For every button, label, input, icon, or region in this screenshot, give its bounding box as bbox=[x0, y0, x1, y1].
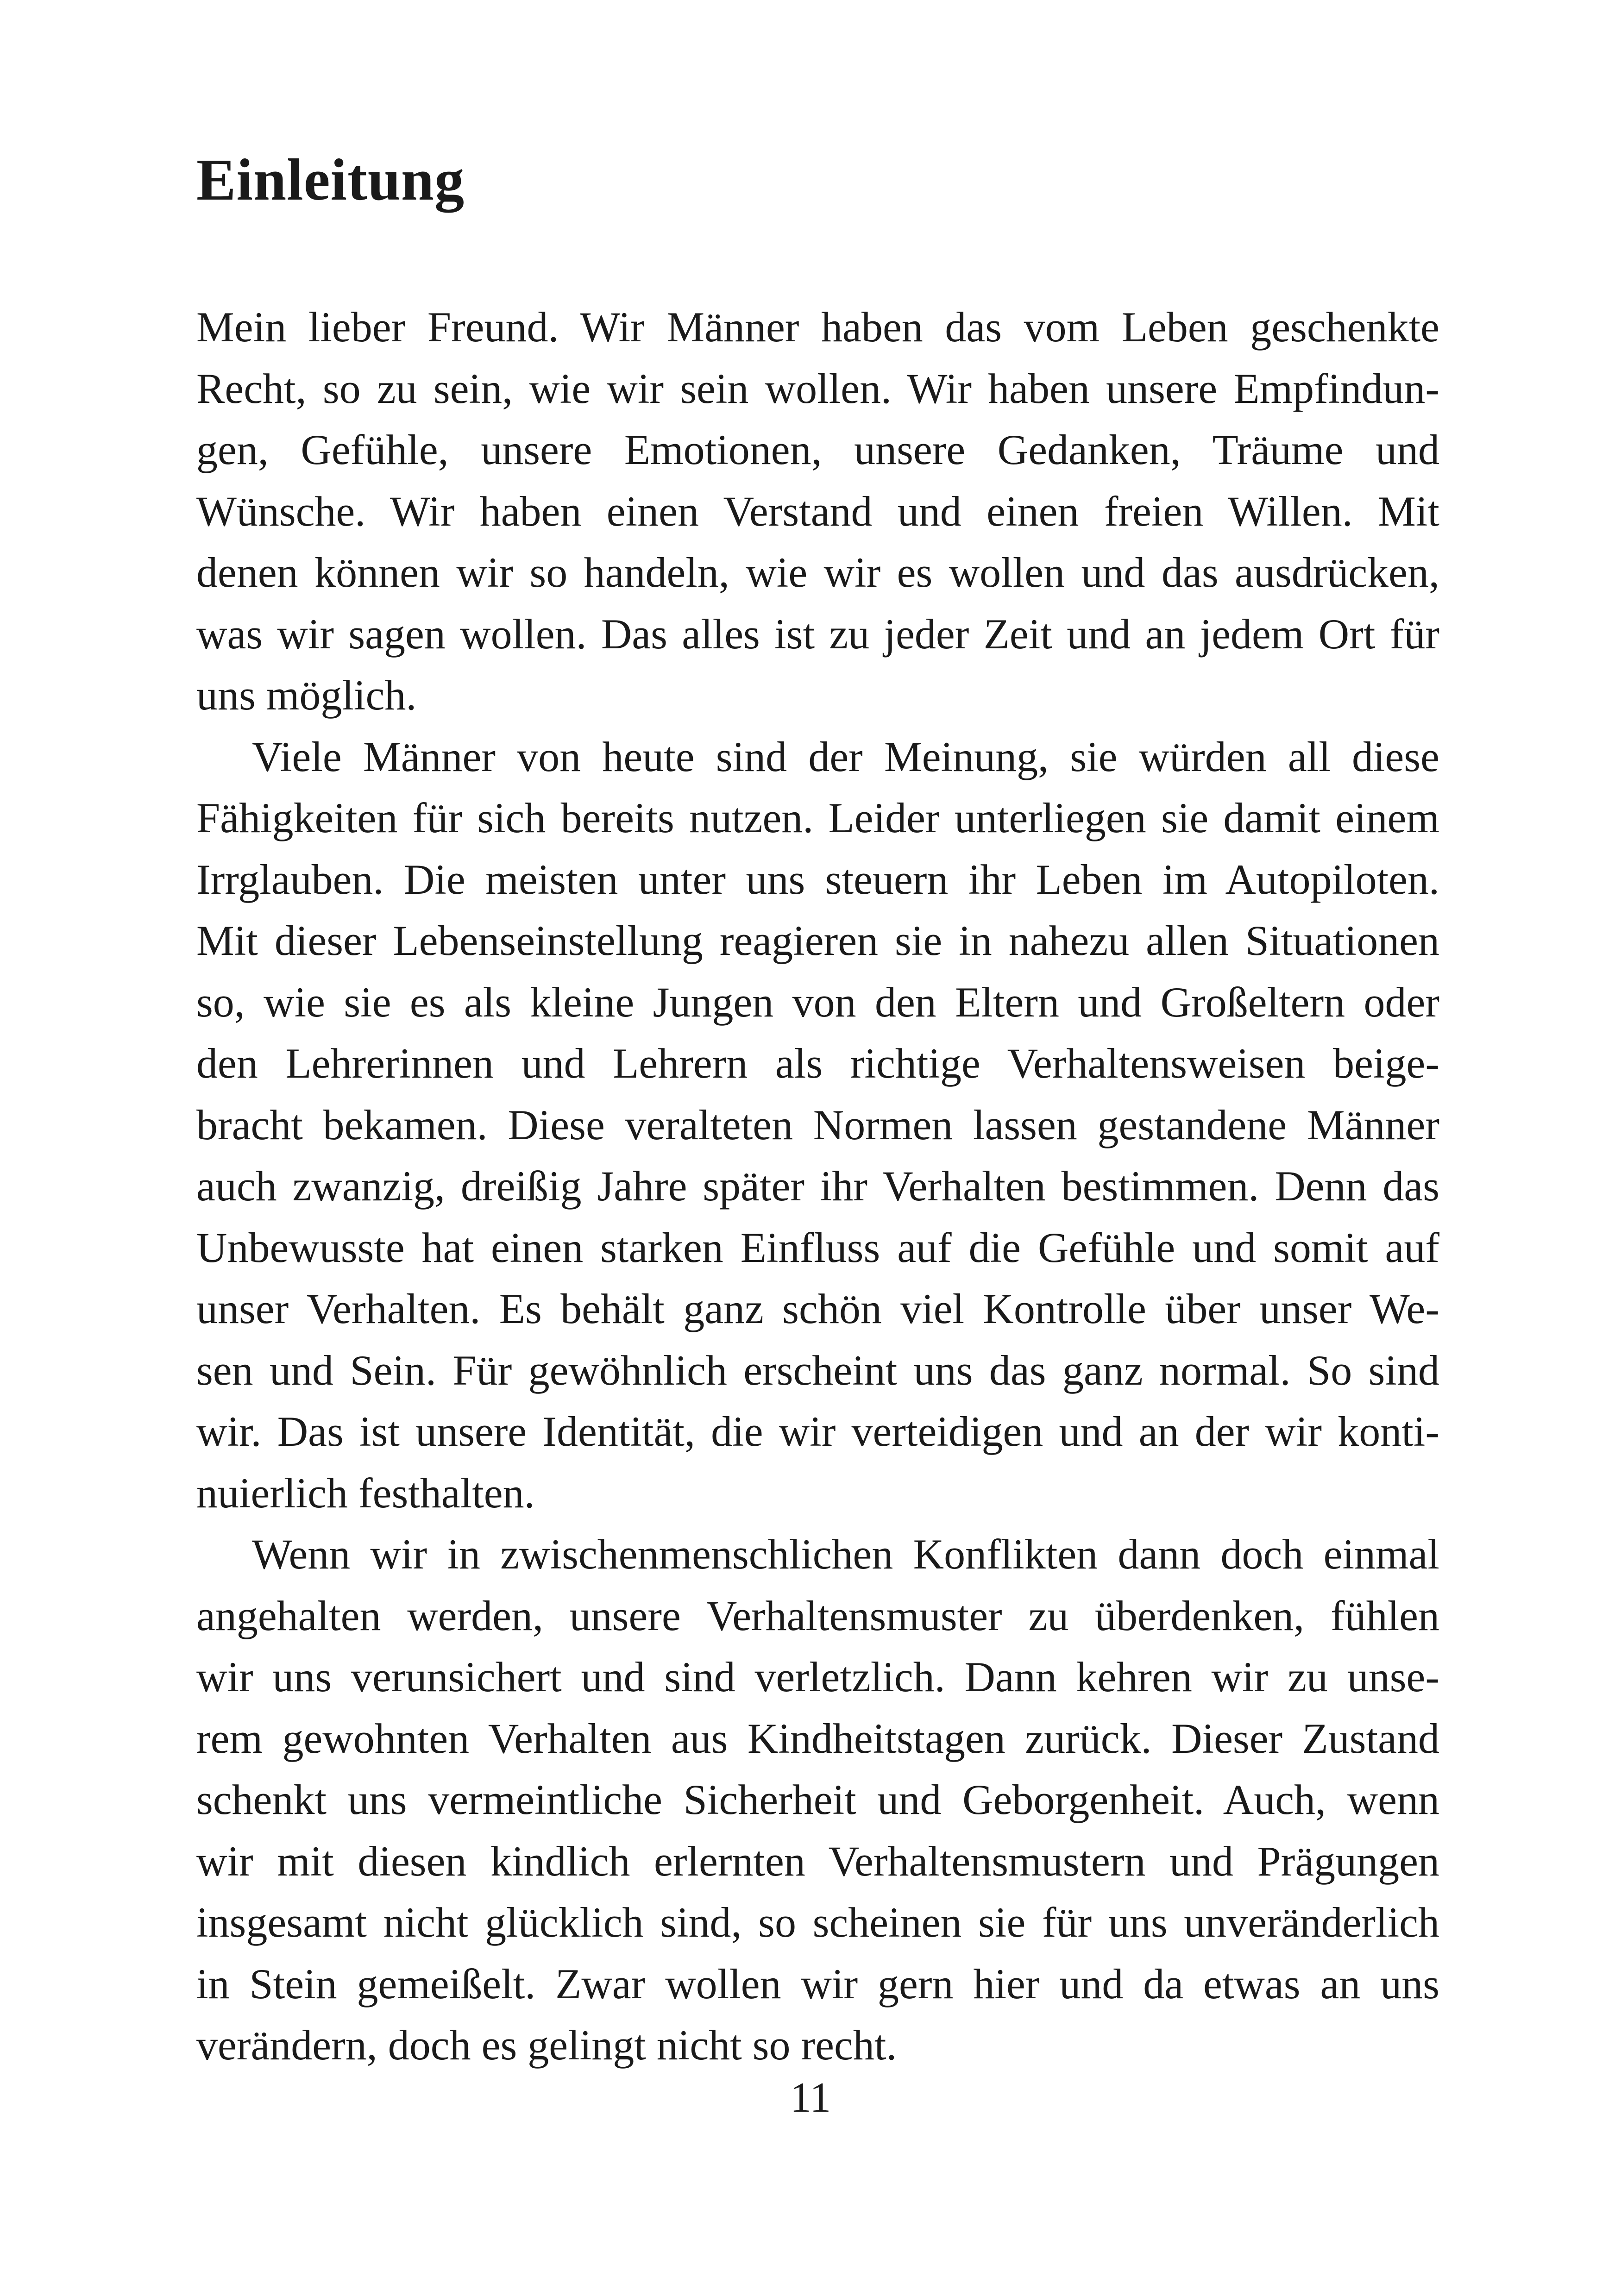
paragraph-1-line: Wünsche. Wir haben einen Verstand und einen freien Willen. Mit bbox=[196, 487, 1439, 535]
paragraph-3-line: Wenn wir in zwischenmenschlichen Konflikten dann doch einmal bbox=[252, 1531, 1439, 1578]
paragraph-2-line: wir. Das ist unsere Identität, die wir verteidigen und an der wir konti- bbox=[196, 1408, 1439, 1455]
paragraph-3-line: verändern, doch es gelingt nicht so recht. bbox=[196, 2021, 897, 2069]
paragraph-3-line: rem gewohnten Verhalten aus Kindheitstagen zurück. Dieser Zustand bbox=[196, 1714, 1439, 1762]
paragraph-2-line: Mit dieser Lebenseinstellung reagieren sie in nahezu allen Situationen bbox=[196, 917, 1439, 964]
body-text bbox=[196, 296, 1439, 2076]
paragraph-3-line: schenkt uns vermeintliche Sicherheit und Geborgenheit. Auch, wenn bbox=[196, 1776, 1439, 1823]
paragraph-2-line: bracht bekamen. Diese veralteten Normen lassen gestandene Männer bbox=[196, 1101, 1439, 1148]
page-number: 11 bbox=[790, 2074, 831, 2121]
paragraph-2-line: Viele Männer von heute sind der Meinung, sie würden all diese bbox=[252, 733, 1439, 780]
paragraph-3-line: wir uns verunsichert und sind verletzlich. Dann kehren wir zu unse- bbox=[196, 1653, 1439, 1700]
paragraph-3-line: insgesamt nicht glücklich sind, so scheinen sie für uns unveränderlich bbox=[196, 1899, 1439, 1946]
paragraph-2-line: so, wie sie es als kleine Jungen von den Eltern und Großeltern oder bbox=[196, 978, 1439, 1026]
paragraph-1-line: was wir sagen wollen. Das alles ist zu jeder Zeit und an jedem Ort für bbox=[196, 610, 1439, 658]
paragraph-3-line: angehalten werden, unsere Verhaltensmuster zu überdenken, fühlen bbox=[196, 1592, 1439, 1639]
paragraph-1-line: Recht, so zu sein, wie wir sein wollen. Wir haben unsere Empfindun- bbox=[196, 364, 1439, 412]
paragraph-1-line: Mein lieber Freund. Wir Männer haben das vom Leben geschenkte bbox=[196, 303, 1439, 351]
paragraph-2-line: auch zwanzig, dreißig Jahre später ihr Verhalten bestimmen. Denn das bbox=[196, 1162, 1439, 1210]
paragraph-3-line: in Stein gemeißelt. Zwar wollen wir gern hier und da etwas an uns bbox=[196, 1960, 1439, 2007]
paragraph-2-line: Unbewusste hat einen starken Einfluss auf die Gefühle und somit auf bbox=[196, 1223, 1439, 1271]
paragraph-1-line: denen können wir so handeln, wie wir es wollen und das ausdrücken, bbox=[196, 549, 1439, 596]
paragraph-1-line: uns möglich. bbox=[196, 671, 417, 719]
paragraph-2-line: nuierlich festhalten. bbox=[196, 1469, 535, 1517]
paragraph-2-line: Irrglauben. Die meisten unter uns steuern ihr Leben im Autopiloten. bbox=[196, 855, 1439, 903]
paragraph-3-line: wir mit diesen kindlich erlernten Verhaltensmustern und Prägungen bbox=[196, 1837, 1439, 1885]
paragraph-2-line: den Lehrerinnen und Lehrern als richtige Verhaltensweisen beige- bbox=[196, 1040, 1439, 1087]
paragraph-2-line: unser Verhalten. Es behält ganz schön viel Kontrolle über unser We- bbox=[196, 1285, 1439, 1332]
paragraph-2-line: Fähigkeiten für sich bereits nutzen. Leider unterliegen sie damit einem bbox=[196, 794, 1439, 841]
paragraph-2-line: sen und Sein. Für gewöhnlich erscheint uns das ganz normal. So sind bbox=[196, 1346, 1439, 1394]
paragraph-1-line: gen, Gefühle, unsere Emotionen, unsere Gedanken, Träume und bbox=[196, 426, 1439, 473]
chapter-title: Einleitung bbox=[196, 147, 465, 213]
